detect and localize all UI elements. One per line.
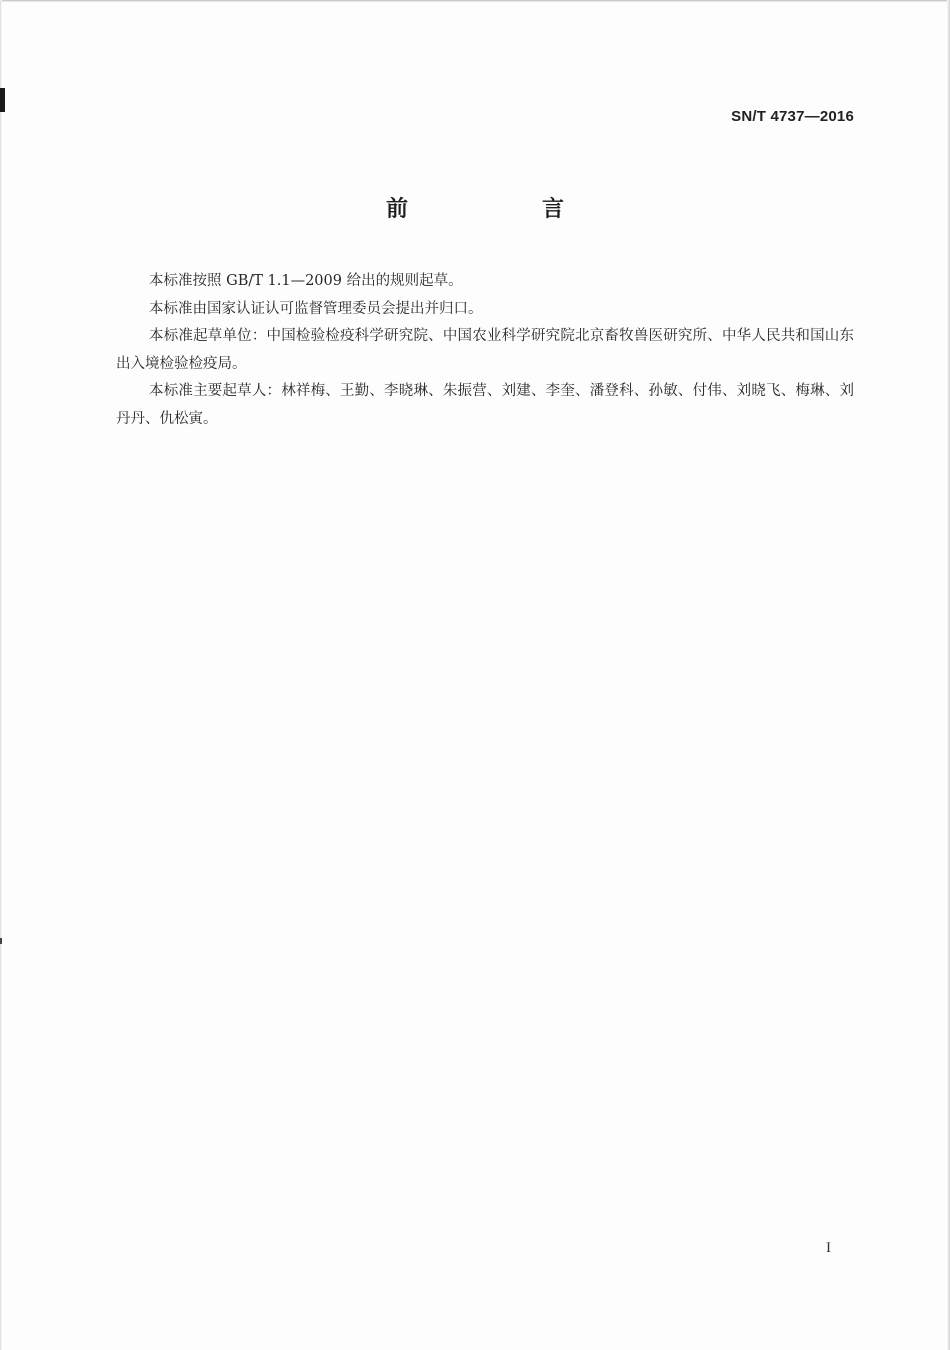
- scan-edge-dot: [0, 938, 2, 944]
- paragraph-drafting-units: 本标准起草单位：中国检验检疫科学研究院、中国农业科学研究院北京畜牧兽医研究所、中华人民共和国山东出入境检验检疫局。: [116, 328, 854, 372]
- paragraph-drafting-rules: 本标准按照 GB/T 1.1—2009 给出的规则起草。: [149, 273, 463, 289]
- paragraph-proposer: 本标准由国家认证认可监督管理委员会提出并归口。: [149, 300, 483, 317]
- paragraph-drafters: 本标准主要起草人：林祥梅、王勤、李晓琳、朱振营、刘建、李奎、潘登科、孙敏、付伟、刘晓飞、梅琳、刘丹丹、仇松寅。: [116, 383, 854, 427]
- scan-binding-mark: [0, 88, 5, 112]
- scan-top-edge: [0, 0, 950, 2]
- foreword-body: [116, 268, 854, 433]
- page-title: 前 言: [385, 197, 620, 222]
- standard-number: SN/T 4737—2016: [731, 108, 854, 125]
- page-number: I: [826, 1240, 831, 1256]
